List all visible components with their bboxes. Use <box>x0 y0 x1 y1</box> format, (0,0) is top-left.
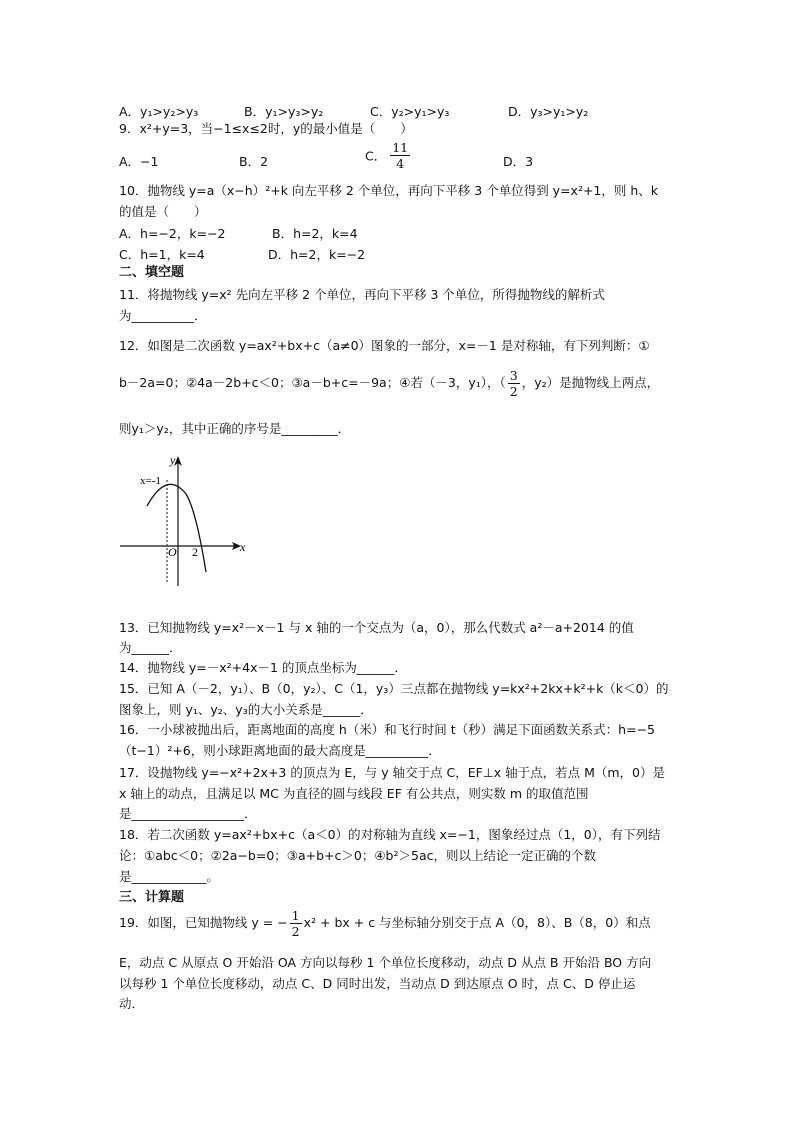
origin-label: O <box>168 545 177 559</box>
q17-line3: 是__________________． <box>119 806 257 821</box>
q17-line1: 17．设抛物线 y=−x²+2x+3 的顶点为 E，与 y 轴交于点 C，EF⊥x 轴于点，若点 M（m，0）是 <box>119 765 666 780</box>
q18-line2: 论：①abc＜0；②2a−b=0；③a+b+c＞0；④b²＞5ac，则以上结论一定正确的个数 <box>119 848 596 863</box>
q9-stem: 9．x²+y=3，当−1≤x≤2时，y的最小值是（ ） <box>119 121 413 136</box>
q9-option-c-label: C． <box>365 148 387 164</box>
q18-line1: 18．若二次函数 y=ax²+bx+c（a＜0）的对称轴为直线 x=−1，图象经过点（1，0），有下列结 <box>119 827 661 842</box>
fraction-numerator: 3 <box>509 368 518 383</box>
q19-line1-start: 19．如图，已知抛物线 y = − <box>119 915 288 930</box>
q19-fraction <box>290 908 302 939</box>
q9-option-c-fraction <box>390 140 410 171</box>
q9-option-c <box>365 140 410 171</box>
q11-line1: 11．将抛物线 y=x² 先向左平移 2 个单位，再向下平移 3 个单位，所得抛物线的解析式 <box>119 287 605 302</box>
q10-line1: 10．抛物线 y=a（x−h）²+k 向左平移 2 个单位，再向下平移 3 个单位得到 y=x²+1，则 h、k <box>119 183 659 198</box>
q10-option-b: B．h=2，k=4 <box>272 226 358 241</box>
x-tick-label: 2 <box>192 545 198 559</box>
q13-line2: 为______． <box>119 640 182 655</box>
q15-line1: 15．已知 A（－2，y₁）、B（0，y₂）、C（1，y₃）三点都在抛物线 y=kx²+2kx+k²+k（k＜0）的 <box>119 681 669 696</box>
symmetry-axis-label: x=-1 <box>140 475 161 487</box>
y-axis-label: y <box>170 453 176 467</box>
q15-line2: 图象上，则 y₁、y₂、y₃的大小关系是______． <box>119 702 373 717</box>
q10-option-a: A．h=−2，k=−2 <box>119 226 226 241</box>
section-fill-in-heading: 二、填空题 <box>119 265 185 280</box>
q19-line3: 以每秒 1 个单位长度移动，动点 C、D 同时出发，当动点 D 到达原点 O 时，点 C、D 停止运 <box>119 976 636 991</box>
q12-line2-start: b－2a=0；②4a－2b+c＜0；③a－b+c=－9a；④若（－3，y₁），（ <box>119 375 506 390</box>
q9-option-b: B．2 <box>239 154 269 169</box>
q11-line2: 为__________． <box>119 308 207 323</box>
q8-option-b: B．y₁>y₃>y₂ <box>244 104 324 119</box>
q12-line2-end: ，y₂）是抛物线上两点， <box>521 375 660 390</box>
q10-option-d: D．h=2，k=−2 <box>268 247 366 262</box>
fraction-denominator: 2 <box>291 924 300 939</box>
q10-line2: 的值是（ ） <box>119 204 207 219</box>
q14-line: 14．抛物线 y=－x²+4x－1 的顶点坐标为______． <box>119 660 407 675</box>
q16-line1: 16．一小球被抛出后，距离地面的高度 h（米）和飞行时间 t（秒）满足下面函数关系式：h=−5 <box>119 722 656 737</box>
fraction-numerator: 1 <box>291 908 300 923</box>
q19-line4: 动． <box>119 996 145 1011</box>
fraction-denominator: 2 <box>509 384 518 399</box>
q12-line1: 12．如图是二次函数 y=ax²+bx+c（a≠0）图象的一部分，x=－1 是对称轴，有下列判断：① <box>119 338 650 353</box>
q19-line2: E，动点 C 从原点 O 开始沿 OA 方向以每秒 1 个单位长度移动，动点 D 从点 B 开始沿 BO 方向 <box>119 955 652 970</box>
q10-option-c: C．h=1，k=4 <box>119 247 205 262</box>
fraction-denominator: 4 <box>396 156 405 171</box>
q18-line3: 是____________。 <box>119 869 220 884</box>
q12-line2 <box>119 368 659 399</box>
q16-line2: （t−1）²+6，则小球距离地面的最大高度是__________． <box>119 743 441 758</box>
q9-option-a: A．−1 <box>119 154 159 169</box>
q8-option-c: C．y₂>y₁>y₃ <box>370 104 450 119</box>
q9-option-d: D．3 <box>503 154 534 169</box>
q19-line1 <box>119 908 651 939</box>
q17-line2: x 轴上的动点，且满足以 MC 为直径的圆与线段 EF 有公共点，则实数 m 的取值范围 <box>119 786 589 801</box>
q12-fraction <box>508 368 520 399</box>
fraction-numerator: 11 <box>392 140 409 155</box>
section-calculation-heading: 三、计算题 <box>119 890 185 905</box>
q8-option-a: A．y₁>y₂>y₃ <box>119 104 199 119</box>
parabola-graph <box>118 450 258 590</box>
q12-line3: 则y₁＞y₂，其中正确的序号是_________． <box>119 421 351 436</box>
q13-line1: 13．已知抛物线 y=x²－x－1 与 x 轴的一个交点为（a，0），那么代数式 a²－a+2014 的值 <box>119 620 634 635</box>
x-axis-label: x <box>240 540 246 554</box>
q8-option-d: D．y₃>y₁>y₂ <box>508 104 589 119</box>
q19-line1-end: x² + bx + c 与坐标轴分别交于点 A（0，8）、B（8，0）和点 <box>303 915 651 930</box>
